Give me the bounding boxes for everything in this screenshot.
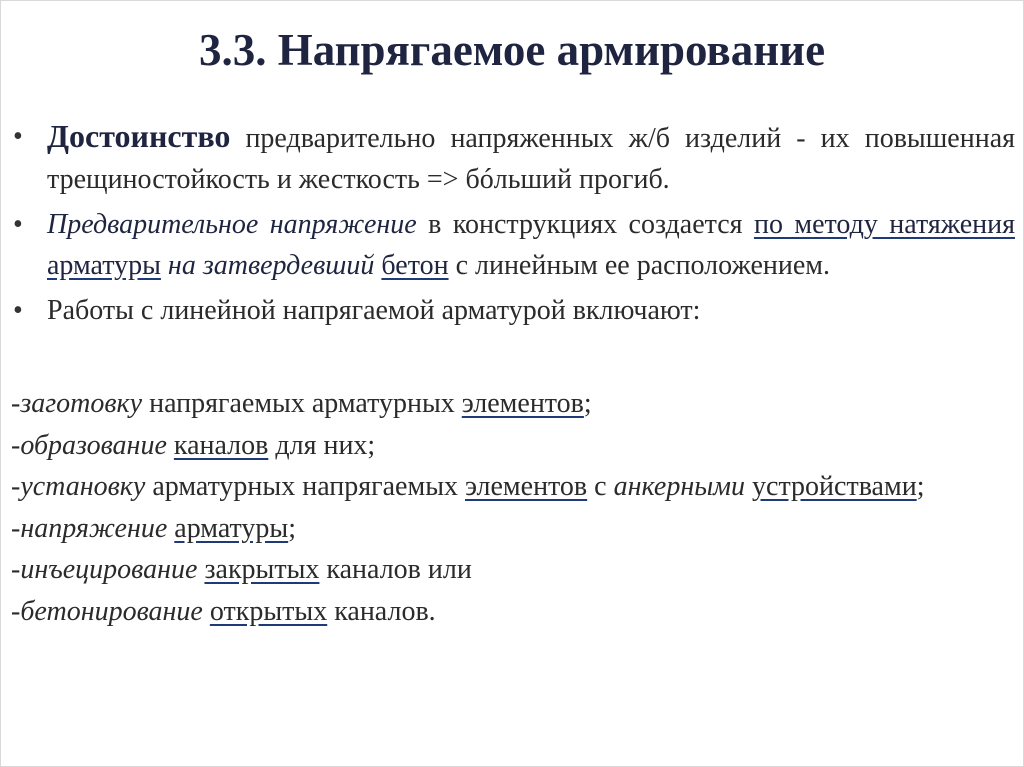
slide-title: 3.3. Напрягаемое армирование: [198, 25, 826, 75]
step-link[interactable]: устройствами: [752, 471, 917, 502]
bullet-advantage: [11, 116, 1015, 200]
dash: -: [11, 429, 21, 461]
space: [161, 250, 168, 281]
dash: -: [11, 595, 21, 627]
bullet-list: [11, 116, 1015, 331]
link-tensioning-method[interactable]: по методу натяжения арматуры: [47, 209, 1015, 281]
advantage-term: Достоинство: [47, 118, 231, 154]
step-end: ;: [916, 471, 925, 502]
bullet-dot-icon: •: [13, 209, 23, 240]
step-text: [203, 596, 210, 627]
works-text: Работы с линейной напрягаемой арматурой включают:: [47, 295, 701, 326]
step-term: напряжение: [20, 512, 168, 544]
step-end: ;: [583, 388, 592, 419]
step-text: с: [587, 471, 614, 502]
step-text: [167, 430, 174, 461]
step-text: [745, 471, 752, 502]
dash: -: [11, 388, 21, 419]
prestress-text-1: в конструкциях создается: [416, 209, 754, 240]
step-end: для них;: [268, 429, 376, 461]
dash: -: [11, 471, 21, 502]
step-term: установку: [20, 471, 146, 502]
bullet-dot-icon: •: [13, 295, 23, 326]
list-item: [11, 508, 1015, 550]
bullet-works: [11, 290, 1015, 331]
dash: -: [11, 554, 21, 585]
step-end: каналов или: [319, 554, 472, 585]
step-link[interactable]: элементов: [465, 471, 588, 502]
list-item: [11, 466, 1015, 508]
list-item: [11, 425, 1015, 467]
advantage-text: предварительно напряженных ж/б изделий - их повышенная трещиностойкость и жесткость => бóльший прогиб.: [47, 123, 1015, 195]
step-term: инъецирование: [20, 554, 198, 585]
bullet-dot-icon: •: [13, 121, 23, 152]
step-term: бетонирование: [20, 595, 203, 627]
step-link[interactable]: элементов: [461, 388, 584, 419]
step-link[interactable]: арматуры: [174, 512, 289, 544]
step-end: каналов.: [327, 595, 436, 627]
prestress-text-2: с линейным ее расположением.: [448, 250, 830, 281]
step-term: анкерными: [613, 471, 746, 502]
hardened-term: на затвердевший: [167, 250, 375, 281]
step-link[interactable]: открытых: [209, 595, 328, 627]
link-concrete[interactable]: бетон: [381, 250, 449, 281]
step-term: заготовку: [20, 388, 143, 419]
step-text: арматурных напрягаемых: [145, 471, 466, 502]
list-item: [11, 591, 1015, 633]
dash: -: [11, 512, 21, 544]
step-term: образование: [20, 429, 167, 461]
works-steps: [11, 383, 1015, 632]
step-text: напрягаемых арматурных: [142, 388, 462, 419]
step-end: ;: [288, 512, 296, 544]
list-item: [11, 383, 1015, 425]
step-link[interactable]: закрытых: [204, 554, 320, 585]
prestress-term: Предварительное напряжение: [47, 209, 417, 240]
list-item: [11, 549, 1015, 591]
step-link[interactable]: каналов: [173, 429, 269, 461]
bullet-prestress: [11, 204, 1015, 286]
